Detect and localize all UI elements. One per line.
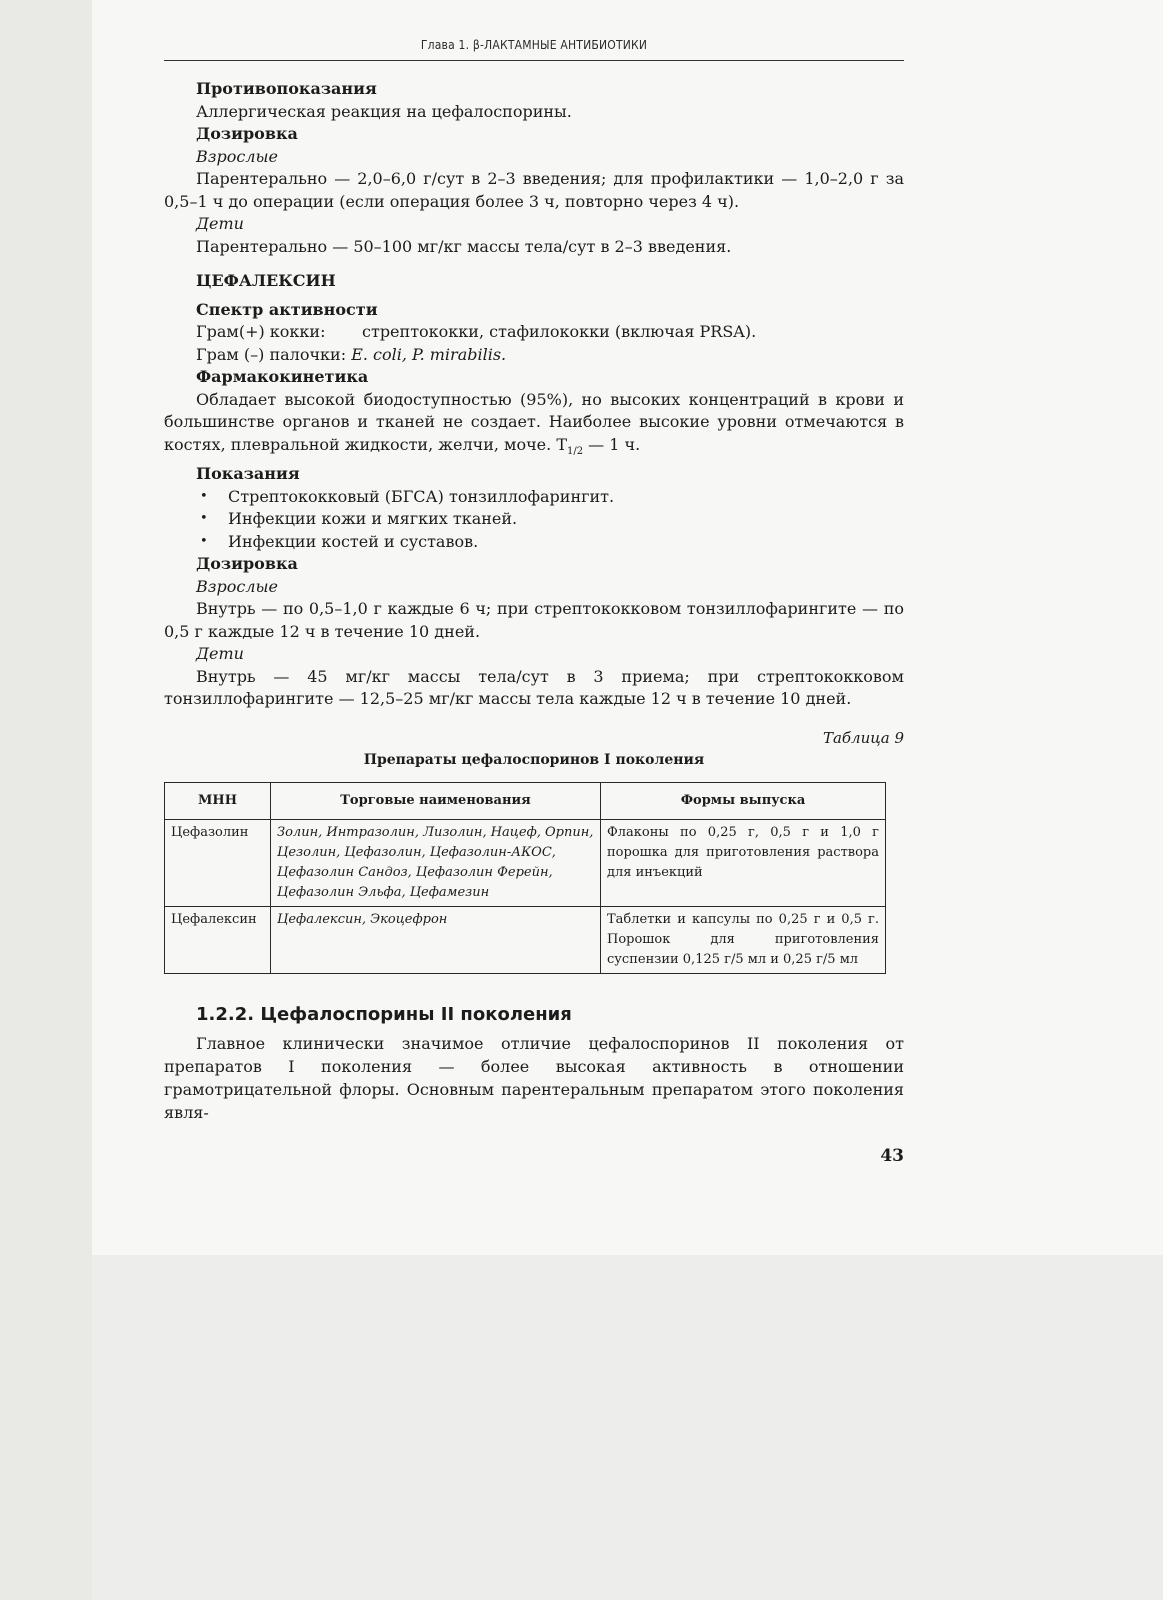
spectrum-value: E. coli, P. mirabilis. [351, 344, 507, 364]
pharmacokinetics-heading: Фармакокинетика [196, 367, 369, 386]
pharmacokinetics-text [164, 389, 904, 464]
table-cell-inn: Цефалексин [165, 906, 271, 973]
table-cell-forms: Таблетки и капсулы по 0,25 г и 0,5 г. Порошок для приготовления суспензии 0,125 г/5 мл и 0,25 г/5 мл [601, 906, 886, 973]
children-dosage-text: Внутрь — 45 мг/кг массы тела/сут в 3 приема; при стрептококковом тонзиллофарингите — 12,5–25 мг/кг массы тела каждые 12 ч в течение 10 дней. [164, 666, 904, 709]
section-title: 1.2.2. Цефалоспорины II поколения [196, 1003, 572, 1025]
table-row [165, 906, 886, 973]
spectrum-heading: Спектр активности [196, 299, 378, 319]
pk-body: Обладает высокой биодоступностью (95%), но высоких концентраций в крови и большинстве органов и тканей не создает. Наиболее высокие уровни отмечаются в костях, плевральной жидкости, желчи, моче. T [164, 389, 904, 454]
adults-label: Взрослые [196, 576, 279, 596]
indications-list [164, 486, 904, 554]
table-cell-names: Цефалексин, Экоцефрон [271, 906, 601, 973]
contraindications-heading: Противопоказания [196, 79, 377, 98]
column-header: МНН [165, 782, 271, 819]
column-header: Торговые наименования [271, 782, 601, 819]
list-item: • Инфекции кожи и мягких тканей. [164, 508, 904, 531]
table-cell-inn: Цефазолин [165, 819, 271, 906]
table-title: Препараты цефалоспоринов I поколения [363, 752, 705, 769]
spectrum-row [164, 321, 904, 344]
table-header-row [165, 782, 886, 819]
contraindications-text: Аллергическая реакция на цефалоспорины. [196, 101, 572, 121]
running-head: Глава 1. β-ЛАКТАМНЫЕ АНТИБИОТИКИ [420, 38, 648, 52]
dosage-heading: Дозировка [196, 554, 298, 574]
children-dosage-text: Парентерально — 50–100 мг/кг массы тела/сут в 2–3 введения. [196, 236, 732, 256]
list-item: • Стрептококковый (БГСА) тонзиллофарингит. [164, 486, 904, 509]
dosage-heading: Дозировка [196, 124, 298, 143]
adults-label: Взрослые [196, 146, 279, 166]
table-caption: Таблица 9 [822, 728, 904, 747]
page-lower-area [92, 1255, 1163, 1600]
section-text: Главное клинически значимое отличие цефалоспоринов II поколения от препаратов I поколения — более высокая активность в отношении грамотрицательной флоры. Основным парентеральным препаратом этого поколения явля- [164, 1034, 905, 1123]
children-label: Дети [196, 644, 244, 664]
table-row [165, 819, 886, 906]
header-rule [164, 60, 904, 61]
spectrum-label: Грам(+) кокки: [196, 322, 326, 341]
adults-dosage-text: Внутрь — по 0,5–1,0 г каждые 6 ч; при стрептококковом тонзиллофарингите — по 0,5 г каждые 12 ч в течение 10 дней. [164, 599, 904, 641]
indications-heading: Показания [196, 464, 300, 484]
drug-table [164, 782, 886, 974]
table-cell-forms: Флаконы по 0,25 г, 0,5 г и 1,0 г порошка для приготовления раствора для инъекций [601, 819, 886, 906]
table-cell-names: Золин, Интразолин, Лизолин, Нацеф, Орпин, Цезолин, Цефазолин, Цефазолин-АКОС, Цефазолин Сандоз, Цефазолин Ферейн, Цефазолин Эльфа, Цефамезин [271, 819, 601, 906]
spectrum-label: Грам (–) палочки: [196, 344, 347, 364]
adults-dosage-text: Парентерально — 2,0–6,0 г/сут в 2–3 введения; для профилактики — 1,0–2,0 г за 0,5–1 ч до операции (если операция более 3 ч, повторно через 4 ч). [164, 169, 904, 211]
page-content [164, 78, 904, 1124]
column-header: Формы выпуска [601, 782, 886, 819]
pk-subscript: 1/2 [567, 445, 584, 457]
page-number: 43 [880, 1146, 904, 1166]
spectrum-value: стрептококки, стафилококки (включая PRSA). [362, 322, 757, 341]
drug-title: ЦЕФАЛЕКСИН [196, 271, 336, 290]
children-label: Дети [196, 214, 244, 233]
spectrum-row [164, 344, 904, 367]
pk-tail: — 1 ч. [583, 434, 641, 454]
list-item: • Инфекции костей и суставов. [164, 531, 904, 554]
